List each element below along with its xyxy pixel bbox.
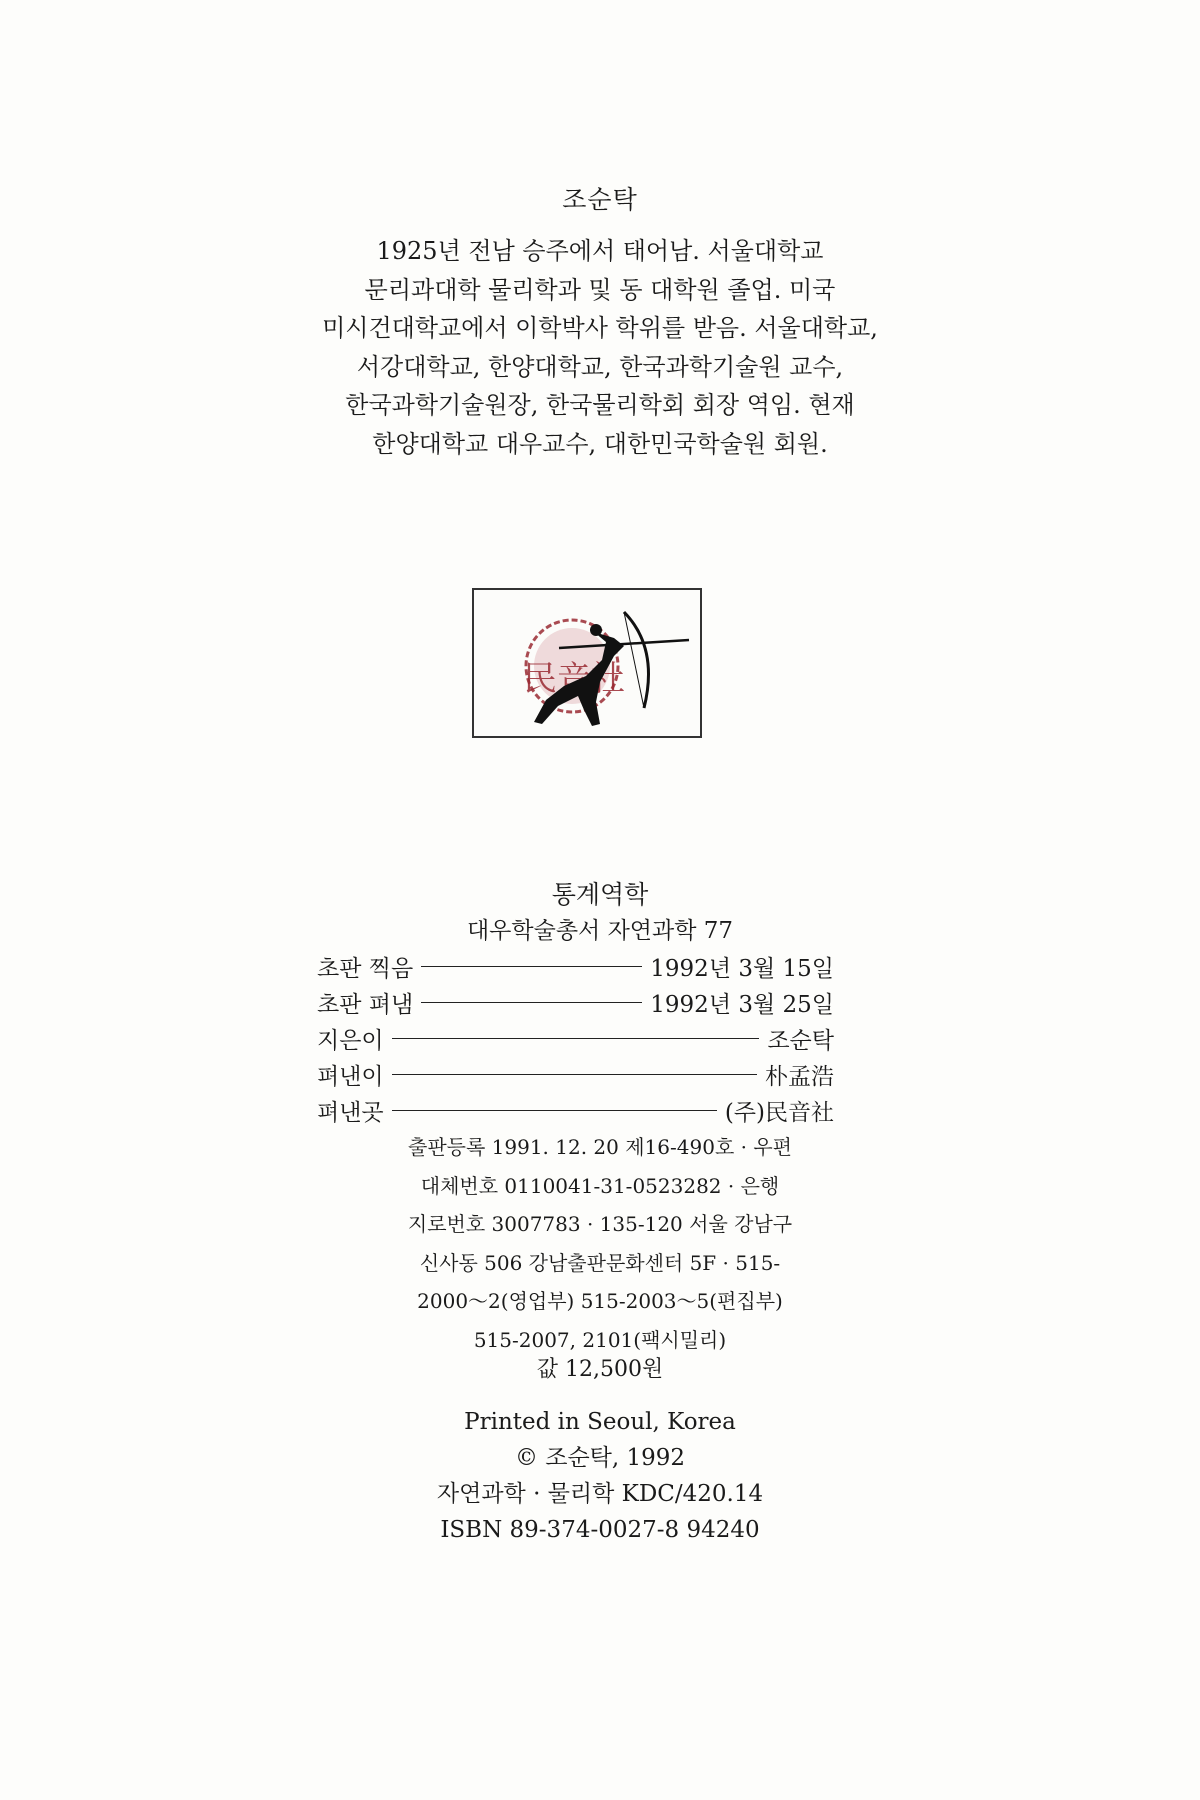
credit-value: 조순탁: [767, 1027, 834, 1054]
publisher-info-line: 지로번호 3007783 · 135-120 서울 강남구: [407, 1212, 793, 1236]
book-title: 통계역학: [551, 880, 649, 909]
publisher-info-line: 신사동 506 강남출판문화센터 5F · 515-: [419, 1250, 781, 1275]
credit-row-author: [317, 1020, 834, 1056]
svg-text:民音社: 民音社: [523, 659, 625, 699]
archer-seal-icon: [474, 590, 700, 736]
leader-line: [421, 1002, 642, 1003]
credits-table: [317, 948, 834, 1128]
credit-row-publisher-person: [317, 1056, 834, 1092]
bio-line: 서강대학교, 한양대학교, 한국과학기술원 교수,: [356, 352, 844, 381]
publisher-info-line: 출판등록 1991. 12. 20 제16-490호 · 우편: [408, 1135, 792, 1159]
credit-value: 1992년 3월 25일: [650, 991, 834, 1018]
leader-line: [392, 1110, 717, 1111]
leader-line: [392, 1038, 760, 1039]
price: 값 12,500원: [536, 1357, 664, 1382]
author-bio: [250, 232, 950, 463]
publisher-seal-frame: [472, 588, 702, 738]
publisher-info-line: 대체번호 0110041-31-0523282 · 은행: [420, 1173, 780, 1198]
bio-line: 1925년 전남 승주에서 태어남. 서울대학교: [376, 237, 824, 265]
credit-value: 朴孟浩: [765, 1063, 834, 1090]
credit-row-publisher: [317, 1092, 834, 1128]
isbn: ISBN 89-374-0027-8 94240: [440, 1517, 760, 1543]
copyright: © 조순탁, 1992: [514, 1445, 686, 1471]
author-name: 조순탁: [562, 185, 638, 214]
publisher-info-line: 2000～2(영업부) 515-2003～5(편집부): [417, 1289, 783, 1313]
bio-line: 문리과대학 물리학과 및 동 대학원 졸업. 미국: [364, 275, 836, 304]
credit-value: (주)民音社: [724, 1099, 834, 1126]
credit-label: 초판 찍음: [317, 955, 414, 982]
publisher-info: [300, 1128, 900, 1359]
series-name: 대우학술총서 자연과학 77: [466, 918, 734, 944]
printed-in: Printed in Seoul, Korea: [464, 1409, 736, 1435]
classification: 자연과학 · 물리학 KDC/420.14: [436, 1481, 764, 1507]
credit-label: 펴낸이: [317, 1063, 384, 1090]
bio-line: 한국과학기술원장, 한국물리학회 회장 역임. 현재: [345, 391, 855, 419]
publisher-info-line: 515-2007, 2101(팩시밀리): [473, 1327, 727, 1352]
bio-line: 미시건대학교에서 이학박사 학위를 받음. 서울대학교,: [322, 314, 878, 342]
bio-line: 한양대학교 대우교수, 대한민국학술원 회원.: [372, 429, 828, 458]
colophon: [0, 1404, 1200, 1548]
leader-line: [421, 966, 642, 967]
credit-row-first-publish: [317, 984, 834, 1020]
credit-value: 1992년 3월 15일: [650, 955, 834, 982]
credit-label: 펴낸곳: [317, 1099, 384, 1126]
credit-label: 지은이: [317, 1027, 384, 1054]
leader-line: [392, 1074, 757, 1075]
credit-row-first-print: [317, 948, 834, 984]
credit-label: 초판 펴냄: [317, 991, 414, 1018]
